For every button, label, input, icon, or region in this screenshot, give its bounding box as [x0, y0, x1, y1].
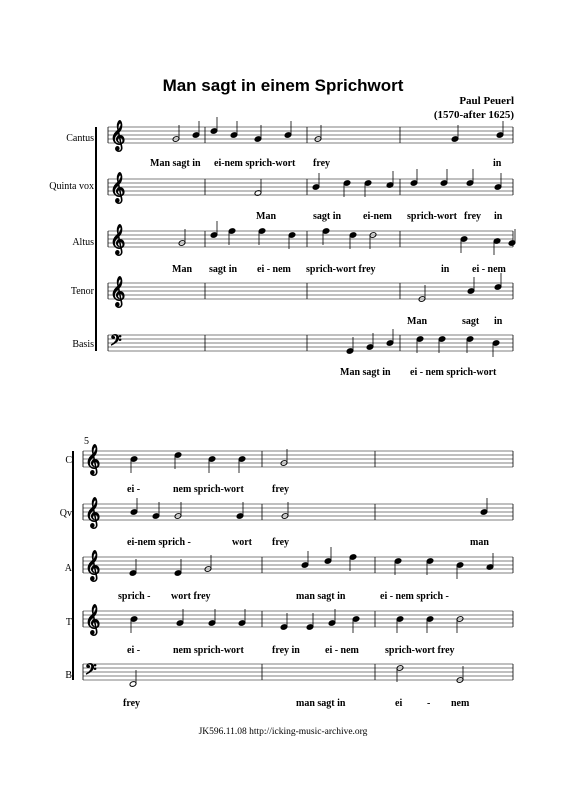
- lyric: -: [427, 698, 431, 709]
- treble-clef: 𝄞: [85, 605, 101, 635]
- lyric: frey: [464, 211, 482, 222]
- lyric: in: [494, 316, 503, 327]
- lyric: sprich -: [118, 591, 151, 602]
- composer-name: Paul Peuerl: [459, 95, 514, 107]
- lyric: sprich-wort frey: [385, 645, 455, 656]
- lyric: frey: [313, 158, 331, 169]
- lyric: in: [493, 158, 502, 169]
- lyric: ei - nem sprich-wort: [410, 367, 497, 378]
- lyric: wort frey: [171, 591, 211, 602]
- voice-label-qv: Qv: [59, 508, 72, 519]
- lyric: in: [494, 211, 503, 222]
- lyric: ei - nem: [472, 264, 506, 275]
- lyric: Man: [407, 316, 427, 327]
- voice-label-a: A: [64, 563, 72, 574]
- lyric: Man sagt in: [150, 158, 201, 169]
- treble-clef: 𝄞: [110, 225, 126, 255]
- lyric: sagt: [462, 316, 480, 327]
- lyric: Man: [256, 211, 276, 222]
- lyric: man: [470, 537, 489, 548]
- lyric: man sagt in: [296, 698, 346, 709]
- measure-number: 5: [84, 436, 89, 447]
- lyric: sagt in: [313, 211, 342, 222]
- lyric: ei-nem sprich-wort: [214, 158, 296, 169]
- voice-label-b: B: [65, 670, 72, 681]
- lyric: Man: [172, 264, 192, 275]
- lyric: nem: [451, 698, 470, 709]
- treble-clef: 𝄞: [110, 173, 126, 203]
- lyric: ei-nem: [363, 211, 392, 222]
- lyric: man sagt in: [296, 591, 346, 602]
- footer-source: JK596.11.08 http://icking-music-archive.org: [198, 727, 368, 737]
- lyric: ei - nem sprich -: [380, 591, 449, 602]
- page-title: Man sagt in einem Sprichwort: [162, 76, 404, 95]
- lyric: sprich-wort frey: [306, 264, 376, 275]
- lyric: nem sprich-wort: [173, 645, 244, 656]
- lyric: Man sagt in: [340, 367, 391, 378]
- treble-clef: 𝄞: [85, 445, 101, 475]
- voice-label-c: C: [65, 455, 72, 466]
- lyric: frey: [272, 484, 290, 495]
- composer-dates: (1570-after 1625): [433, 109, 514, 121]
- voice-label-t: T: [65, 617, 72, 628]
- treble-clef: 𝄞: [110, 277, 126, 307]
- lyric: nem sprich-wort: [173, 484, 244, 495]
- bass-clef: 𝄢: [85, 661, 97, 682]
- lyric: ei: [395, 698, 403, 709]
- lyric: ei -: [127, 645, 141, 656]
- lyric: ei-nem sprich -: [127, 537, 191, 548]
- lyric: sagt in: [209, 264, 238, 275]
- treble-clef: 𝄞: [85, 498, 101, 528]
- treble-clef: 𝄞: [85, 551, 101, 581]
- lyric: wort: [232, 537, 252, 548]
- lyric: in: [441, 264, 450, 275]
- lyric: ei - nem: [257, 264, 291, 275]
- voice-label-altus: Altus: [72, 237, 94, 248]
- lyric: frey in: [272, 645, 300, 656]
- lyric: sprich-wort: [407, 211, 457, 222]
- voice-label-quinta-vox: Quinta vox: [49, 181, 94, 192]
- voice-label-cantus: Cantus: [66, 133, 94, 144]
- lyric: ei -: [127, 484, 141, 495]
- treble-clef: 𝄞: [110, 121, 126, 151]
- lyric: frey: [123, 698, 141, 709]
- bass-clef: 𝄢: [110, 332, 122, 353]
- lyric: ei - nem: [325, 645, 359, 656]
- voice-label-basis: Basis: [72, 339, 94, 350]
- voice-label-tenor: Tenor: [70, 286, 94, 297]
- lyric: frey: [272, 537, 290, 548]
